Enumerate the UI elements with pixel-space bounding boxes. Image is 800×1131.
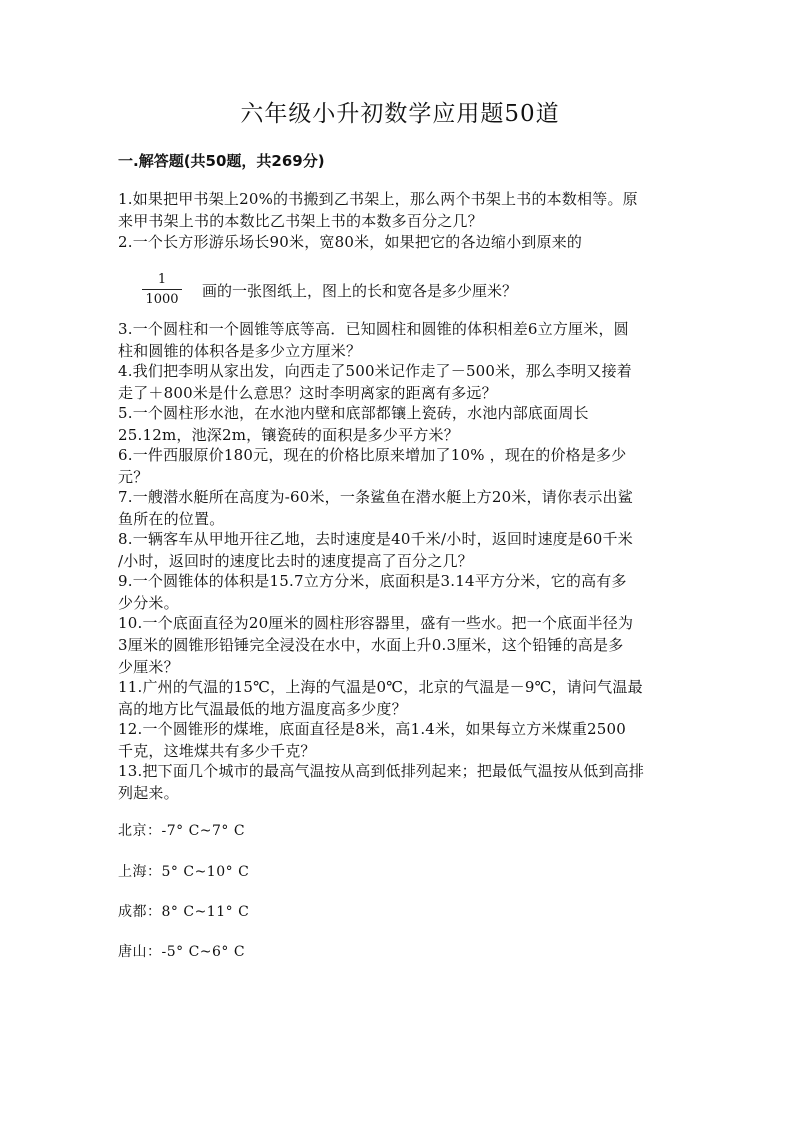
page-title: 六年级小升初数学应用题50道 bbox=[240, 101, 560, 127]
question-line: 走了＋800米是什么意思？这时李明离家的距离有多远？ bbox=[118, 384, 497, 402]
question-line: 柱和圆锥的体积各是多少立方厘米？ bbox=[118, 342, 362, 360]
question-line: 高的地方比气温最低的地方温度高多少度？ bbox=[118, 700, 407, 718]
question-2-continuation: 画的一张图纸上，图上的长和宽各是多少厘米？ bbox=[202, 282, 518, 300]
question-line: 3厘米的圆锥形铅锤完全浸没在水中，水面上升0.3厘米，这个铅锤的高是多 bbox=[118, 636, 624, 654]
question-line: 3.一个圆柱和一个圆锥等底等高．已知圆柱和圆锥的体积相差6立方厘米，圆 bbox=[118, 320, 629, 338]
question-6 bbox=[118, 444, 678, 488]
question-line: 11.广州的气温的15℃，上海的气温是0℃，北京的气温是－9℃，请问气温最 bbox=[118, 678, 643, 696]
fraction-bar bbox=[142, 289, 182, 290]
question-line: 列起来。 bbox=[118, 784, 179, 802]
city-tangshan: 唐山：-5° C~6° C bbox=[118, 944, 246, 960]
question-line: 来甲书架上书的本数比乙书架上书的本数多百分之几？ bbox=[118, 212, 483, 230]
question-1 bbox=[118, 188, 678, 232]
question-7 bbox=[118, 486, 678, 530]
question-line: 2.一个长方形游乐场长90米，宽80米，如果把它的各边缩小到原来的 bbox=[118, 233, 583, 251]
question-line: 千克，这堆煤共有多少千克？ bbox=[118, 742, 316, 760]
question-line: 5.一个圆柱形水池，在水池内壁和底部都镶上瓷砖，水池内部底面周长 bbox=[118, 404, 589, 422]
question-line: 8.一辆客车从甲地开往乙地，去时速度是40千米/小时，返回时速度是60千米 bbox=[118, 530, 633, 548]
city-beijing: 北京：-7° C~7° C bbox=[118, 823, 246, 839]
question-line: 4.我们把李明从家出发，向西走了500米记作走了－500米，那么李明又接着 bbox=[118, 362, 632, 380]
section-heading: 一.解答题(共50题，共269分) bbox=[118, 152, 325, 170]
question-10 bbox=[118, 612, 678, 678]
question-2 bbox=[118, 231, 678, 253]
question-11 bbox=[118, 676, 678, 720]
question-12 bbox=[118, 718, 678, 762]
fraction-numerator: 1 bbox=[157, 272, 167, 287]
question-line: 13.把下面几个城市的最高气温按从高到低排列起来；把最低气温按从低到高排 bbox=[118, 762, 645, 780]
city-chengdu: 成都：8° C~11° C bbox=[118, 904, 250, 920]
question-3 bbox=[118, 318, 678, 362]
question-5 bbox=[118, 402, 678, 446]
question-13 bbox=[118, 760, 678, 804]
question-line: 6.一件西服原价180元，现在的价格比原来增加了10% ，现在的价格是多少 bbox=[118, 446, 627, 464]
question-line: 元？ bbox=[118, 468, 149, 486]
fraction-denominator: 1000 bbox=[145, 292, 179, 307]
question-8 bbox=[118, 528, 678, 572]
fraction-1-1000 bbox=[142, 272, 182, 307]
question-line: 鱼所在的位置。 bbox=[118, 510, 225, 528]
question-line: 25.12m，池深2m，镶瓷砖的面积是多少平方米？ bbox=[118, 426, 459, 444]
question-line: 1.如果把甲书架上20%的书搬到乙书架上，那么两个书架上书的本数相等。原 bbox=[118, 190, 638, 208]
question-line: 12.一个圆锥形的煤堆，底面直径是8米，高1.4米，如果每立方米煤重2500 bbox=[118, 720, 627, 738]
question-line: /小时，返回时的速度比去时的速度提高了百分之几？ bbox=[118, 552, 473, 570]
city-shanghai: 上海：5° C~10° C bbox=[118, 864, 250, 880]
question-line: 10.一个底面直径为20厘米的圆柱形容器里，盛有一些水。把一个底面半径为 bbox=[118, 614, 634, 632]
question-4 bbox=[118, 360, 678, 404]
question-line: 少分米。 bbox=[118, 594, 179, 612]
question-line: 7.一艘潜水艇所在高度为-60米，一条鲨鱼在潜水艇上方20米，请你表示出鲨 bbox=[118, 488, 633, 506]
question-9 bbox=[118, 570, 678, 614]
question-line: 9.一个圆锥体的体积是15.7立方分米，底面积是3.14平方分米，它的高有多 bbox=[118, 572, 627, 590]
question-line: 少厘米？ bbox=[118, 658, 179, 676]
